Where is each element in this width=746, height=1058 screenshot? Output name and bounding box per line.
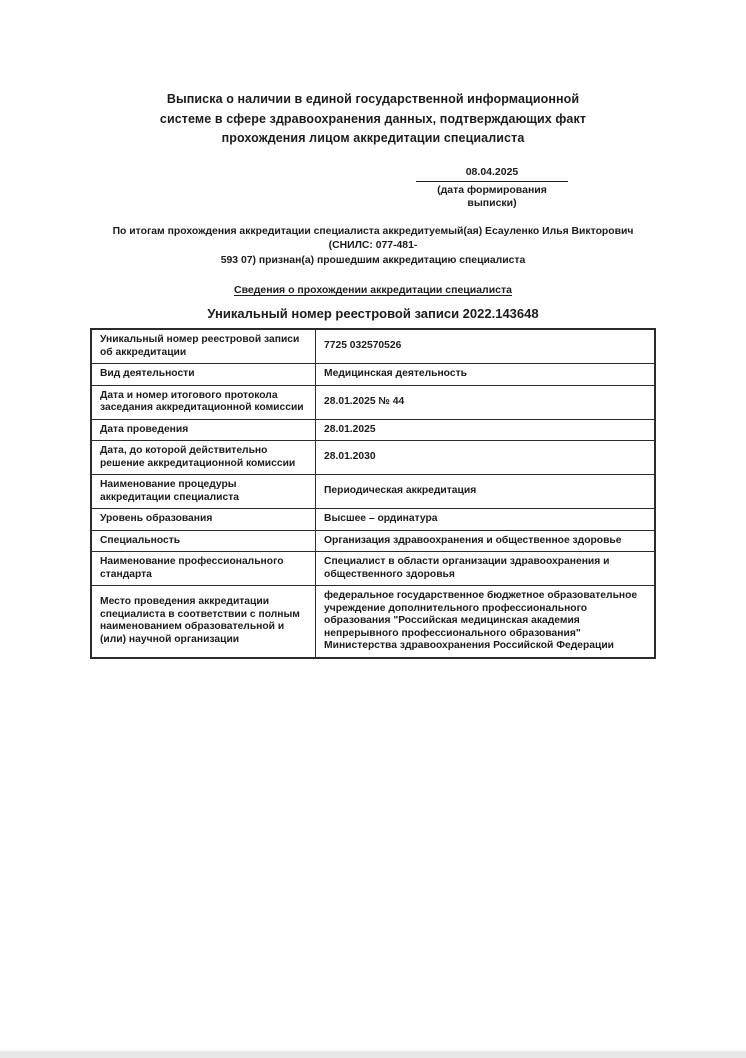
page-title-line: прохождения лицом аккредитации специалиста	[221, 131, 525, 145]
row-label: Дата и номер итогового протокола заседания аккредитационной комиссии	[91, 385, 316, 419]
document-content	[90, 0, 656, 659]
intro-paragraph	[90, 225, 656, 269]
table-row	[91, 419, 655, 441]
table-row	[91, 364, 655, 386]
row-label: Уникальный номер реестровой записи об аккредитации	[91, 329, 316, 364]
table-row	[91, 385, 655, 419]
row-value: Медицинская деятельность	[316, 364, 655, 386]
table-row	[91, 530, 655, 552]
table-row	[91, 441, 655, 475]
extract-date-block	[416, 165, 568, 210]
section-heading: Сведения о прохождении аккредитации специалиста	[234, 284, 512, 296]
row-value: 7725 032570526	[316, 329, 655, 364]
row-value: Специалист в области организации здравоохранения и общественного здоровья	[316, 552, 655, 586]
extract-date: 08.04.2025	[416, 165, 568, 182]
row-value: 28.01.2025	[316, 419, 655, 441]
table-row	[91, 586, 655, 658]
intro-line: По итогам прохождения аккредитации специалиста аккредитуемый(ая) Есауленко Илья Викторович (СНИЛС: 077-481-	[112, 225, 634, 251]
extract-date-caption: (дата формирования выписки)	[437, 183, 547, 209]
page-title	[90, 90, 656, 149]
table-row	[91, 475, 655, 509]
row-label: Наименование процедуры аккредитации специалиста	[91, 475, 316, 509]
row-label: Место проведения аккредитации специалиста в соответствии с полным наименованием образовательной и (или) научной организации	[91, 586, 316, 658]
row-label: Наименование профессионального стандарта	[91, 552, 316, 586]
row-value: Организация здравоохранения и общественное здоровье	[316, 530, 655, 552]
page-title-line: Выписка о наличии в единой государственной информационной	[166, 92, 580, 106]
table-row	[91, 509, 655, 531]
table-row	[91, 329, 655, 364]
row-label: Дата проведения	[91, 419, 316, 441]
table-row	[91, 552, 655, 586]
intro-line: 593 07) признан(а) прошедшим аккредитацию специалиста	[220, 254, 526, 266]
row-value: федеральное государственное бюджетное образовательное учреждение дополнительного профессионального образования "Российская медицинская академия непрерывного профессионального образования" Министерства здравоохранения Российской Федерации	[316, 586, 655, 658]
row-label: Вид деятельности	[91, 364, 316, 386]
accreditation-table	[90, 328, 656, 659]
page-title-line: системе в сфере здравоохранения данных, подтверждающих факт	[159, 111, 587, 126]
row-value: 28.01.2025 № 44	[316, 385, 655, 419]
row-label: Дата, до которой действительно решение аккредитационной комиссии	[91, 441, 316, 475]
row-value: Высшее – ординатура	[316, 509, 655, 531]
registry-number-heading: Уникальный номер реестровой записи 2022.143648	[207, 306, 539, 321]
row-value: Периодическая аккредитация	[316, 475, 655, 509]
row-label: Уровень образования	[91, 509, 316, 531]
row-value: 28.01.2030	[316, 441, 655, 475]
row-label: Специальность	[91, 530, 316, 552]
bottom-bar	[0, 1051, 746, 1058]
